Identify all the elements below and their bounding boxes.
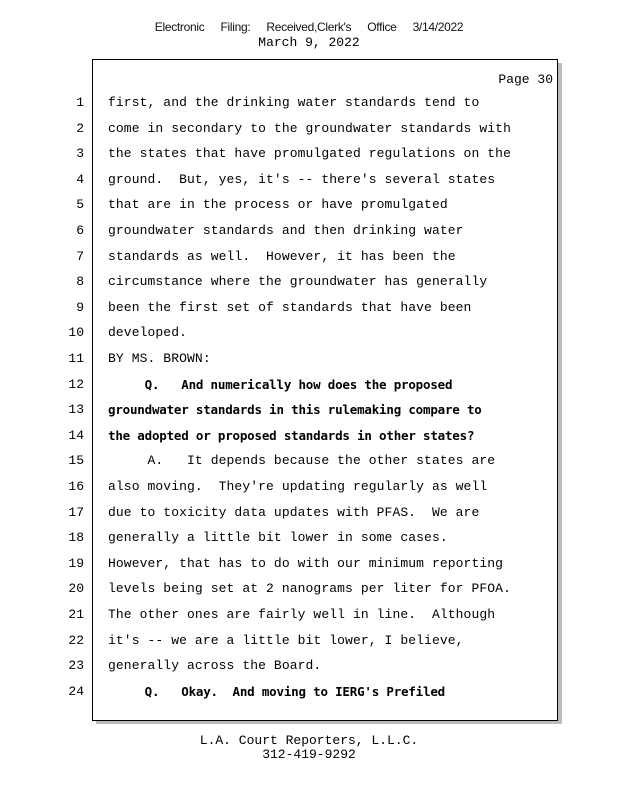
transcript-line: A. It depends because the other states are (108, 453, 496, 469)
stamp-part: Received,Clerk's (266, 20, 352, 34)
line-number: 22 (68, 632, 84, 648)
transcript-line: the adopted or proposed standards in other states? (108, 427, 475, 443)
line-number: 16 (68, 479, 84, 494)
line-number: 17 (68, 504, 84, 520)
line-number: 12 (68, 376, 84, 392)
transcript-line: developed. (108, 325, 188, 341)
line-number: 9 (76, 299, 84, 315)
stamp-part: 3/14/2022 (412, 20, 464, 34)
electronic-filing-stamp (0, 20, 618, 34)
transcript-line: However, that has to do with our minimum reporting (108, 555, 504, 571)
transcript-line: BY MS. BROWN: (108, 351, 211, 366)
stamp-part: Office (367, 20, 397, 34)
footer-company: L.A. Court Reporters, L.L.C. (199, 733, 419, 748)
line-number: 7 (76, 248, 84, 264)
transcript-line: that are in the process or have promulgated (108, 197, 448, 213)
transcript-line: standards as well. However, it has been the (108, 248, 456, 264)
line-number: 1 (76, 95, 84, 110)
transcript-line: also moving. They're updating regularly as well (108, 479, 488, 494)
page-number: Page 30 (498, 72, 553, 87)
transcript-line: circumstance where the groundwater has generally (108, 274, 488, 290)
line-number: 2 (76, 120, 84, 136)
transcript-line: Q. Okay. And moving to IERG's Prefiled (108, 683, 445, 699)
stamp-part: Electronic (154, 20, 205, 34)
transcript-line: Q. And numerically how does the proposed (108, 376, 453, 392)
transcript-line: it's -- we are a little bit lower, I believe, (108, 632, 464, 648)
line-number: 20 (68, 581, 84, 597)
line-number: 15 (68, 453, 84, 469)
line-number: 5 (76, 197, 84, 213)
line-number: 13 (68, 402, 84, 418)
line-number: 8 (76, 274, 84, 290)
line-number: 11 (68, 351, 84, 366)
footer-phone: 312-419-9292 (262, 747, 356, 762)
line-number: 24 (68, 683, 84, 699)
transcript-date: March 9, 2022 (258, 35, 360, 50)
line-number: 21 (68, 607, 84, 622)
line-number: 3 (76, 146, 84, 162)
transcript-line: groundwater standards and then drinking water (108, 223, 464, 238)
line-number: 19 (68, 555, 84, 571)
transcript-line: generally across the Board. (108, 658, 322, 674)
transcript-line: The other ones are fairly well in line. Although (108, 607, 496, 622)
transcript-line: groundwater standards in this rulemaking compare to (108, 402, 482, 418)
transcript-line: due to toxicity data updates with PFAS. We are (108, 504, 480, 520)
stamp-part: Filing: (220, 20, 251, 34)
line-number: 4 (76, 171, 84, 187)
transcript-line: the states that have promulgated regulations on the (108, 146, 511, 162)
line-number: 18 (68, 530, 84, 546)
transcript-line: first, and the drinking water standards tend to (108, 95, 480, 110)
transcript-line: been the first set of standards that have been (108, 299, 472, 315)
line-number: 10 (68, 325, 84, 341)
transcript-line: levels being set at 2 nanograms per liter for PFOA. (108, 581, 511, 597)
line-number: 23 (68, 658, 84, 674)
line-number: 6 (76, 223, 84, 238)
transcript-line: come in secondary to the groundwater standards with (108, 120, 511, 136)
line-number: 14 (68, 427, 84, 443)
transcript-line: ground. But, yes, it's -- there's several states (108, 171, 496, 187)
transcript-line: generally a little bit lower in some cases. (108, 530, 448, 546)
